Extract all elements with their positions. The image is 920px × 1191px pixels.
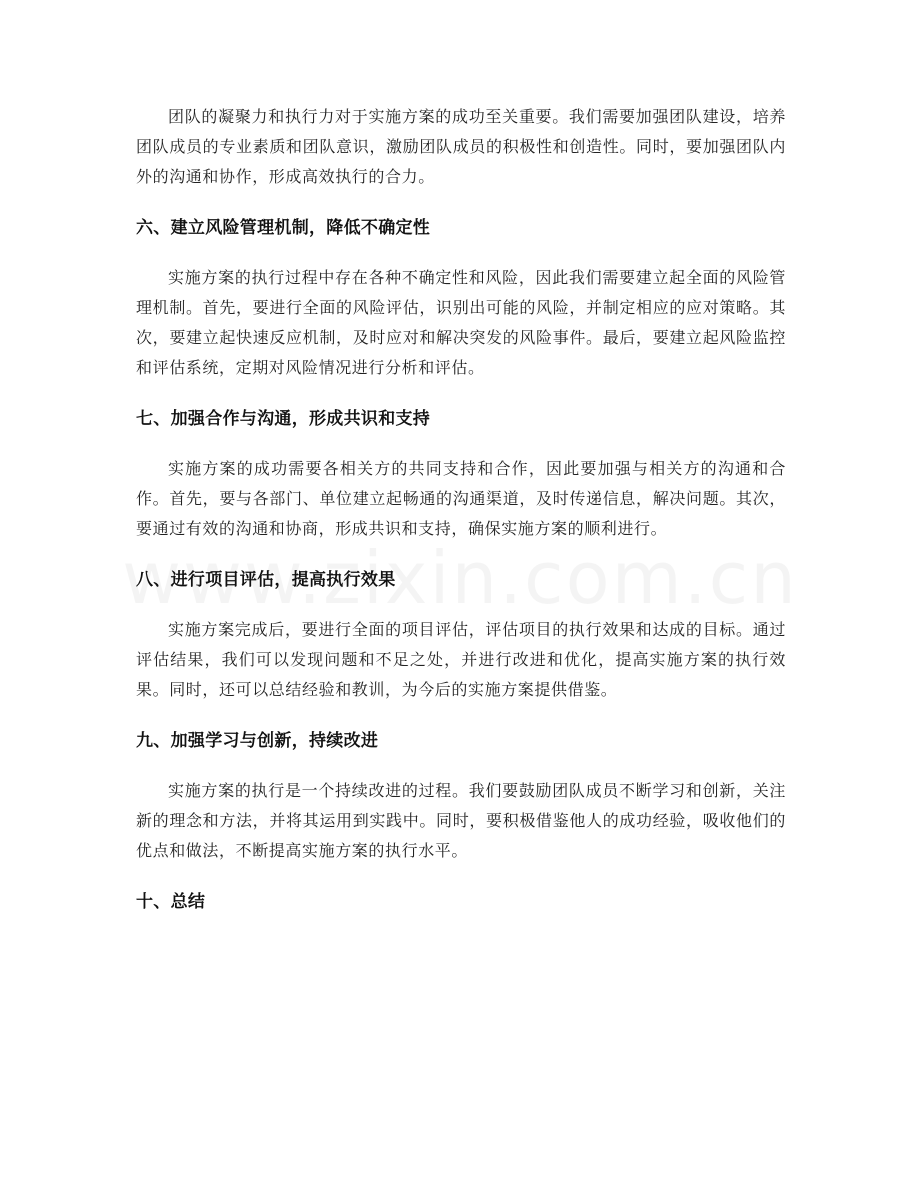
- section-10-heading: 十、总结: [136, 892, 206, 912]
- document-body: [136, 102, 786, 917]
- section-6-heading: 六、建立风险管理机制，降低不确定性: [136, 218, 431, 238]
- section-9-heading: 九、加强学习与创新，持续改进: [136, 731, 379, 751]
- section-6-paragraph: 实施方案的执行过程中存在各种不确定性和风险，因此我们需要建立起全面的风险管理机制。首先，要进行全面的风险评估，识别出可能的风险，并制定相应的应对策略。其次，要建立起快速反应机制，及时应对和解决突发的风险事件。最后，要建立起风险监控和评估系统，定期对风险情况进行分析和评估。: [136, 268, 786, 377]
- section-7-paragraph: 实施方案的成功需要各相关方的共同支持和合作，因此要加强与相关方的沟通和合作。首先，要与各部门、单位建立起畅通的沟通渠道，及时传递信息，解决问题。其次，要通过有效的沟通和协商，形成共识和支持，确保实施方案的顺利进行。: [136, 459, 786, 538]
- section-8-paragraph: 实施方案完成后，要进行全面的项目评估，评估项目的执行效果和达成的目标。通过评估结果，我们可以发现问题和不足之处，并进行改进和优化，提高实施方案的执行效果。同时，还可以总结经验和教训，为今后的实施方案提供借鉴。: [136, 620, 786, 699]
- intro-paragraph: 团队的凝聚力和执行力对于实施方案的成功至关重要。我们需要加强团队建设，培养团队成员的专业素质和团队意识，激励团队成员的积极性和创造性。同时，要加强团队内外的沟通和协作，形成高效执行的合力。: [136, 107, 786, 186]
- section-9-paragraph: 实施方案的执行是一个持续改进的过程。我们要鼓励团队成员不断学习和创新，关注新的理念和方法，并将其运用到实践中。同时，要积极借鉴他人的成功经验，吸收他们的优点和做法，不断提高实施方案的执行水平。: [136, 781, 786, 860]
- section-7-heading: 七、加强合作与沟通，形成共识和支持: [136, 409, 431, 429]
- section-8-heading: 八、进行项目评估，提高执行效果: [136, 570, 396, 590]
